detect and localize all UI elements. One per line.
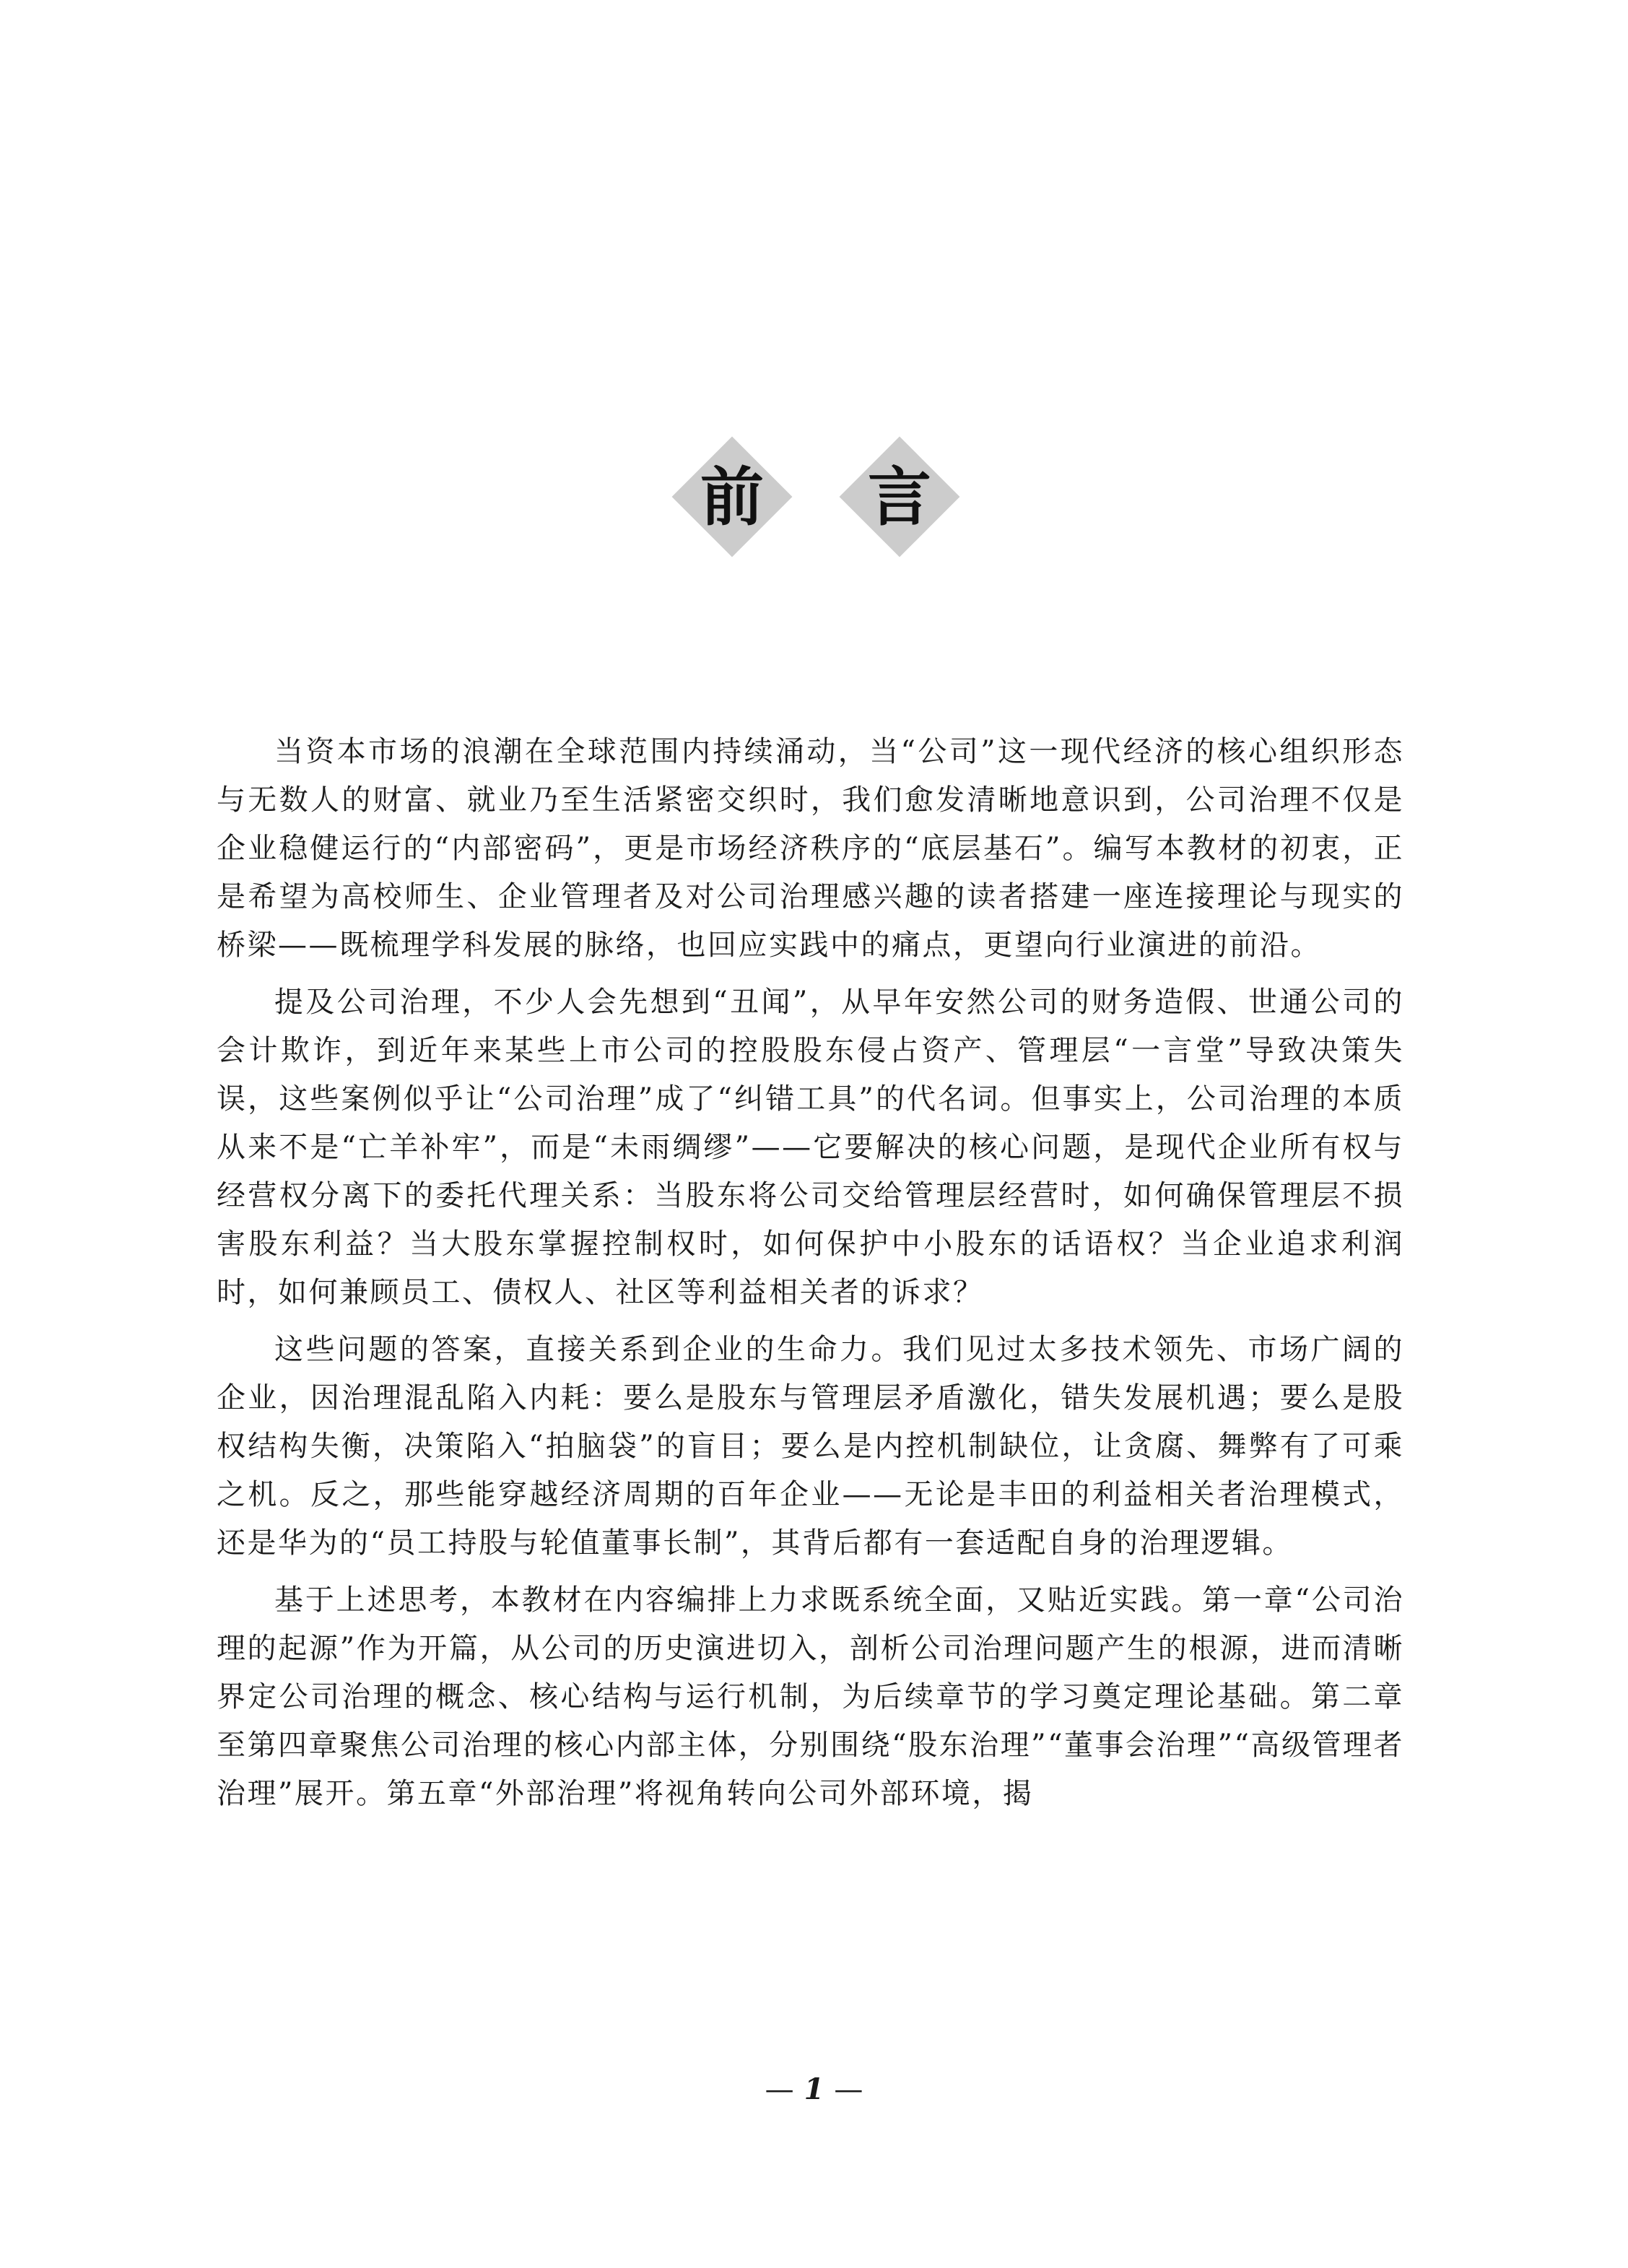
paragraph-1: 当资本市场的浪潮在全球范围内持续涌动，当“公司”这一现代经济的核心组织形态与无数人的财富、就业乃至生活紧密交织时，我们愈发清晰地意识到，公司治理不仅是企业稳健运行的“内部密码”，更是市场经济秩序的“底层基石”。编写本教材的初衷，正是希望为高校师生、企业管理者及对公司治理感兴趣的读者搭建一座连接理论与现实的桥梁——既梳理学科发展的脉络，也回应实践中的痛点，更望向行业演进的前沿。 [217, 735, 1404, 962]
preface-title [0, 436, 1628, 557]
title-char-2: 言 [867, 459, 931, 534]
footer-dash-left: — [765, 2073, 794, 2106]
paragraph-4: 基于上述思考，本教材在内容编排上力求既系统全面，又贴近实践。第一章“公司治理的起源”作为开篇，从公司的历史演进切入，剖析公司治理问题产生的根源，进而清晰界定公司治理的概念、核心结构与运行机制，为后续章节的学习奠定理论基础。第二章至第四章聚焦公司治理的核心内部主体，分别围绕“股东治理”“董事会治理”“高级管理者治理”展开。第五章“外部治理”将视角转向公司外部环境，揭 [217, 1583, 1404, 1810]
paragraph-3: 这些问题的答案，直接关系到企业的生命力。我们见过太多技术领先、市场广阔的企业，因治理混乱陷入内耗：要么是股东与管理层矛盾激化，错失发展机遇；要么是股权结构失衡，决策陷入“拍脑袋”的盲目；要么是内控机制缺位，让贪腐、舞弊有了可乘之机。反之，那些能穿越经济周期的百年企业——无论是丰田的利益相关者治理模式，还是华为的“员工持股与轮值董事长制”，其背后都有一套适配自身的治理逻辑。 [217, 1333, 1404, 1560]
preface-body [217, 728, 1404, 1827]
title-char-1: 前 [700, 459, 764, 534]
page-footer [0, 2072, 1628, 2106]
footer-dash-right: — [834, 2073, 863, 2106]
page-number: 1 [804, 2072, 824, 2106]
paragraph-2: 提及公司治理，不少人会先想到“丑闻”，从早年安然公司的财务造假、世通公司的会计欺诈，到近年来某些上市公司的控股股东侵占资产、管理层“一言堂”导致决策失误，这些案例似乎让“公司治理”成了“纠错工具”的代名词。但事实上，公司治理的本质从来不是“亡羊补牢”，而是“未雨绸缪”——它要解决的核心问题，是现代企业所有权与经营权分离下的委托代理关系：当股东将公司交给管理层经营时，如何确保管理层不损害股东利益？当大股东掌握控制权时，如何保护中小股东的话语权？当企业追求利润时，如何兼顾员工、债权人、社区等利益相关者的诉求？ [217, 986, 1404, 1309]
